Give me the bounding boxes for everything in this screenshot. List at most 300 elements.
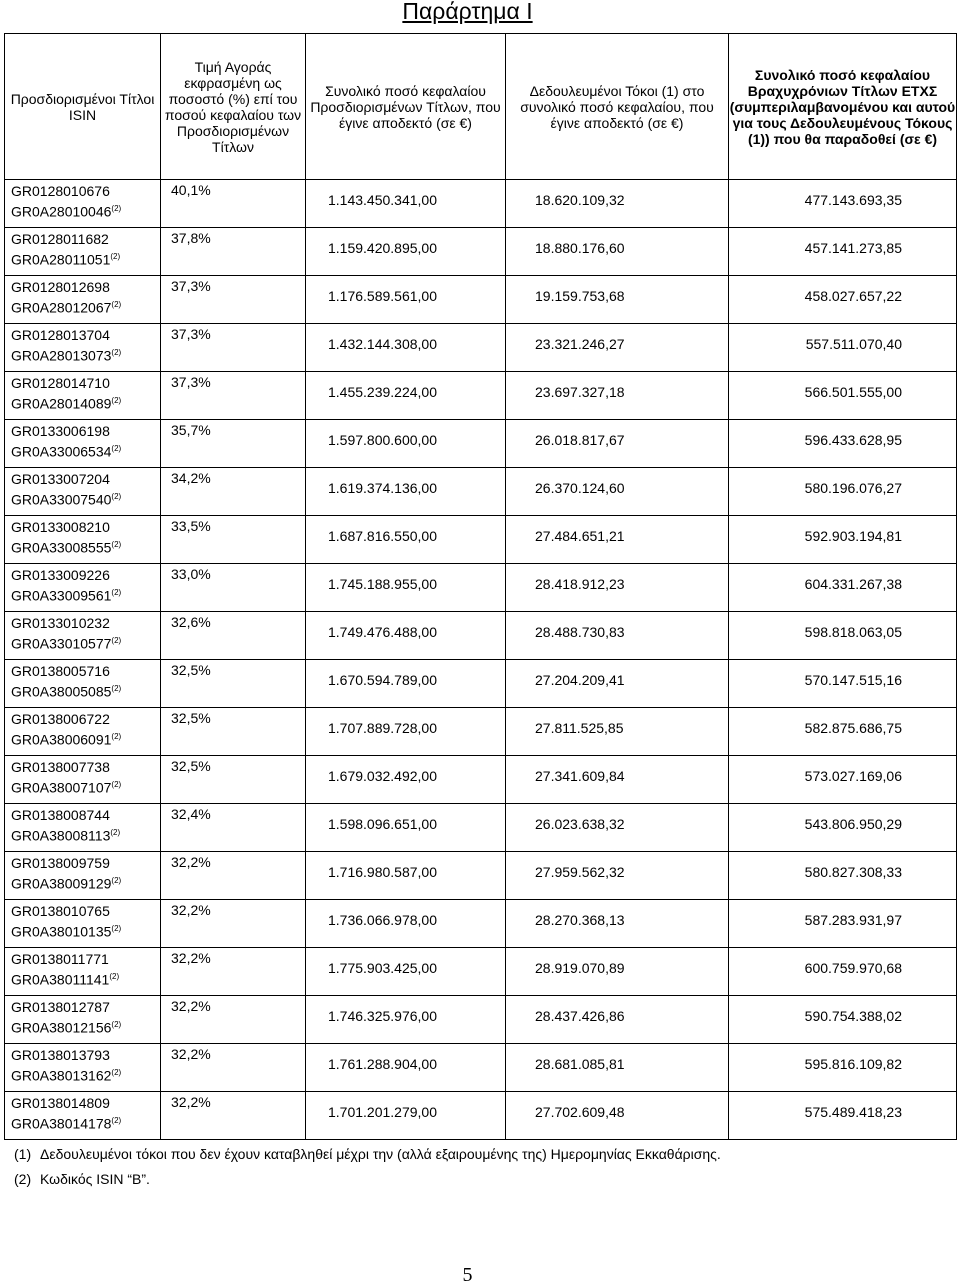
isin-note: (2) xyxy=(111,300,122,309)
price-value: 32,2% xyxy=(171,1094,211,1110)
table-row xyxy=(5,324,957,372)
total-cell xyxy=(729,660,957,708)
isin-b xyxy=(11,296,160,317)
price-value: 40,1% xyxy=(171,182,211,198)
interest-cell xyxy=(506,708,729,756)
price-value: 32,2% xyxy=(171,950,211,966)
page-title: Παράρτημα Ι xyxy=(402,0,533,24)
isin-b xyxy=(11,392,160,413)
interest-cell xyxy=(506,372,729,420)
interest-cell xyxy=(506,420,729,468)
interest-cell xyxy=(506,1092,729,1140)
isin-b xyxy=(11,776,160,797)
price-value: 32,2% xyxy=(171,1046,211,1062)
interest-value: 23.321.246,27 xyxy=(535,336,625,352)
interest-value: 18.880.176,60 xyxy=(535,240,625,256)
interest-value: 28.681.085,81 xyxy=(535,1056,625,1072)
price-cell xyxy=(161,420,306,468)
principal-cell xyxy=(306,756,506,804)
principal-value: 1.597.800.600,00 xyxy=(328,432,437,448)
interest-cell xyxy=(506,948,729,996)
total-value: 543.806.950,29 xyxy=(804,816,902,832)
isin-note: (2) xyxy=(111,876,122,885)
table-row xyxy=(5,468,957,516)
isin-cell xyxy=(5,948,161,996)
price-cell xyxy=(161,1092,306,1140)
table-row xyxy=(5,180,957,228)
table-row xyxy=(5,564,957,612)
price-value: 32,4% xyxy=(171,806,211,822)
total-value: 595.816.109,82 xyxy=(804,1056,902,1072)
header-isin-label: Προσδιορισμένοι Τίτλοι ISIN xyxy=(10,90,155,123)
isin-note: (2) xyxy=(111,492,122,501)
isin-b xyxy=(11,536,160,557)
price-cell xyxy=(161,276,306,324)
table-row xyxy=(5,276,957,324)
header-total-label: Συνολικό ποσό κεφαλαίου Βραχυχρόνιων Τίτλων ΕΤΧΣ (συμπεριλαμβανομένου και αυτού για τους Δεδουλευμένους Τόκους (1)) που θα παραδοθεί (σε €) xyxy=(729,66,956,147)
isin-cell xyxy=(5,420,161,468)
price-cell xyxy=(161,900,306,948)
isin-cell xyxy=(5,996,161,1044)
isin-cell xyxy=(5,900,161,948)
isin-secondary: GR0A38005085 xyxy=(11,683,112,700)
total-cell xyxy=(729,420,957,468)
total-value: 570.147.515,16 xyxy=(804,672,902,688)
isin-secondary: GR0A33006534 xyxy=(11,443,112,460)
principal-cell xyxy=(306,660,506,708)
total-cell xyxy=(729,852,957,900)
price-cell xyxy=(161,996,306,1044)
total-value: 587.283.931,97 xyxy=(804,912,902,928)
total-value: 582.875.686,75 xyxy=(804,720,902,736)
table-row xyxy=(5,948,957,996)
principal-value: 1.749.476.488,00 xyxy=(328,624,437,640)
interest-value: 18.620.109,32 xyxy=(535,192,625,208)
price-cell xyxy=(161,372,306,420)
isin-b xyxy=(11,488,160,509)
footnotes xyxy=(14,1142,721,1192)
isin-primary: GR0138014809 xyxy=(11,1095,110,1111)
isin-b xyxy=(11,1016,160,1037)
isin-secondary: GR0A38014178 xyxy=(11,1115,112,1132)
isin-secondary: GR0A38013162 xyxy=(11,1067,112,1084)
isin-secondary: GR0A38006091 xyxy=(11,731,112,748)
footnote-1-text: Δεδουλευμένοι τόκοι που δεν έχουν καταβληθεί μέχρι την (αλλά εξαιρουμένης της) Ημερομηνίας Εκκαθάρισης. xyxy=(40,1146,721,1162)
principal-cell xyxy=(306,276,506,324)
interest-cell xyxy=(506,564,729,612)
price-cell xyxy=(161,756,306,804)
price-cell xyxy=(161,612,306,660)
principal-cell xyxy=(306,852,506,900)
price-cell xyxy=(161,804,306,852)
price-cell xyxy=(161,660,306,708)
isin-primary: GR0138005716 xyxy=(11,663,110,679)
principal-value: 1.745.188.955,00 xyxy=(328,576,437,592)
price-value: 32,2% xyxy=(171,902,211,918)
isin-cell xyxy=(5,228,161,276)
principal-value: 1.716.980.587,00 xyxy=(328,864,437,880)
total-value: 557.511.070,40 xyxy=(805,336,902,352)
interest-cell xyxy=(506,276,729,324)
isin-b xyxy=(11,200,160,221)
isin-primary: GR0133006198 xyxy=(11,423,110,439)
total-cell xyxy=(729,612,957,660)
total-cell xyxy=(729,948,957,996)
price-cell xyxy=(161,324,306,372)
isin-primary: GR0138010765 xyxy=(11,903,110,919)
price-value: 37,3% xyxy=(171,374,211,390)
principal-value: 1.761.288.904,00 xyxy=(328,1056,437,1072)
interest-value: 28.270.368,13 xyxy=(535,912,625,928)
isin-primary: GR0128011682 xyxy=(11,231,109,247)
table-row xyxy=(5,708,957,756)
isin-secondary: GR0A33009561 xyxy=(11,587,112,604)
isin-b xyxy=(11,584,160,605)
isin-b xyxy=(11,968,160,989)
isin-note: (2) xyxy=(111,1068,122,1077)
isin-primary: GR0133008210 xyxy=(11,519,110,535)
principal-value: 1.143.450.341,00 xyxy=(328,192,437,208)
total-value: 566.501.555,00 xyxy=(804,384,902,400)
isin-secondary: GR0A33007540 xyxy=(11,491,112,508)
isin-b xyxy=(11,824,160,845)
interest-value: 26.023.638,32 xyxy=(535,816,625,832)
total-cell xyxy=(729,1092,957,1140)
price-value: 32,6% xyxy=(171,614,211,630)
isin-cell xyxy=(5,804,161,852)
isin-secondary: GR0A38007107 xyxy=(11,779,112,796)
isin-note: (2) xyxy=(111,396,122,405)
table-row xyxy=(5,852,957,900)
table-header-row xyxy=(5,34,957,180)
total-value: 580.827.308,33 xyxy=(804,864,902,880)
page-number: 5 xyxy=(462,1264,473,1286)
isin-b xyxy=(11,680,160,701)
interest-cell xyxy=(506,1044,729,1092)
header-principal xyxy=(306,34,506,180)
principal-cell xyxy=(306,708,506,756)
isin-primary: GR0138012787 xyxy=(11,999,110,1015)
price-cell xyxy=(161,852,306,900)
principal-value: 1.432.144.308,00 xyxy=(328,336,437,352)
principal-value: 1.159.420.895,00 xyxy=(328,240,437,256)
principal-value: 1.746.325.976,00 xyxy=(328,1008,437,1024)
isin-secondary: GR0A28012067 xyxy=(11,299,112,316)
footnote-1-num: (1) xyxy=(14,1146,32,1162)
price-cell xyxy=(161,516,306,564)
price-cell xyxy=(161,180,306,228)
price-cell xyxy=(161,468,306,516)
isin-primary: GR0138011771 xyxy=(11,951,109,967)
principal-cell xyxy=(306,948,506,996)
isin-note: (2) xyxy=(111,444,122,453)
footnote-2-text: Κωδικός ISIN “B”. xyxy=(40,1171,150,1187)
isin-cell xyxy=(5,564,161,612)
total-cell xyxy=(729,372,957,420)
total-cell xyxy=(729,276,957,324)
isin-note: (2) xyxy=(111,588,122,597)
principal-value: 1.176.589.561,00 xyxy=(328,288,437,304)
interest-cell xyxy=(506,180,729,228)
isin-primary: GR0138007738 xyxy=(11,759,110,775)
isin-cell xyxy=(5,612,161,660)
table-row xyxy=(5,660,957,708)
isin-cell xyxy=(5,756,161,804)
total-value: 596.433.628,95 xyxy=(804,432,902,448)
total-value: 600.759.970,68 xyxy=(804,960,902,976)
interest-value: 26.370.124,60 xyxy=(535,480,625,496)
table-row xyxy=(5,516,957,564)
footnote-2 xyxy=(14,1167,721,1192)
isin-note: (2) xyxy=(111,348,122,357)
total-cell xyxy=(729,804,957,852)
principal-cell xyxy=(306,996,506,1044)
total-cell xyxy=(729,180,957,228)
isin-secondary: GR0A28010046 xyxy=(11,203,112,220)
price-cell xyxy=(161,708,306,756)
principal-value: 1.687.816.550,00 xyxy=(328,528,437,544)
table-row xyxy=(5,372,957,420)
interest-value: 27.341.609,84 xyxy=(535,768,625,784)
isin-b xyxy=(11,920,160,941)
interest-cell xyxy=(506,852,729,900)
isin-secondary: GR0A38010135 xyxy=(11,923,112,940)
isin-secondary: GR0A28011051 xyxy=(11,251,111,268)
interest-cell xyxy=(506,660,729,708)
principal-value: 1.598.096.651,00 xyxy=(328,816,437,832)
isin-b xyxy=(11,728,160,749)
principal-cell xyxy=(306,468,506,516)
price-cell xyxy=(161,228,306,276)
principal-cell xyxy=(306,1092,506,1140)
principal-cell xyxy=(306,324,506,372)
header-price-label: Τιμή Αγοράς εκφρασμένη ως ποσοστό (%) επί του ποσού κεφαλαίου των Προσδιορισμένων Τίτλων xyxy=(164,58,302,155)
principal-cell xyxy=(306,804,506,852)
total-value: 592.903.194,81 xyxy=(804,528,902,544)
isin-secondary: GR0A28014089 xyxy=(11,395,112,412)
header-interest xyxy=(506,34,729,180)
isin-secondary: GR0A28013073 xyxy=(11,347,112,364)
interest-value: 19.159.753,68 xyxy=(535,288,625,304)
total-cell xyxy=(729,324,957,372)
isin-cell xyxy=(5,468,161,516)
isin-b xyxy=(11,248,160,269)
securities-table xyxy=(4,33,957,1140)
principal-cell xyxy=(306,180,506,228)
interest-cell xyxy=(506,756,729,804)
table-row xyxy=(5,228,957,276)
total-cell xyxy=(729,708,957,756)
isin-cell xyxy=(5,276,161,324)
interest-value: 27.959.562,32 xyxy=(535,864,625,880)
interest-cell xyxy=(506,468,729,516)
isin-note: (2) xyxy=(110,252,121,261)
header-interest-label: Δεδουλευμένοι Τόκοι (1) στο συνολικό ποσό κεφαλαίου, που έγινε αποδεκτό (σε €) xyxy=(520,82,714,131)
principal-value: 1.679.032.492,00 xyxy=(328,768,437,784)
isin-note: (2) xyxy=(110,828,121,837)
principal-cell xyxy=(306,228,506,276)
total-value: 590.754.388,02 xyxy=(804,1008,902,1024)
interest-value: 28.418.912,23 xyxy=(535,576,625,592)
table-body xyxy=(5,180,957,1140)
isin-cell xyxy=(5,660,161,708)
price-value: 33,5% xyxy=(171,518,211,534)
isin-note: (2) xyxy=(111,636,122,645)
total-cell xyxy=(729,996,957,1044)
isin-primary: GR0128014710 xyxy=(11,375,110,391)
isin-primary: GR0133007204 xyxy=(11,471,110,487)
principal-cell xyxy=(306,564,506,612)
isin-primary: GR0138009759 xyxy=(11,855,110,871)
isin-cell xyxy=(5,372,161,420)
interest-cell xyxy=(506,516,729,564)
isin-secondary: GR0A38012156 xyxy=(11,1019,112,1036)
isin-secondary: GR0A33010577 xyxy=(11,635,112,652)
principal-value: 1.707.889.728,00 xyxy=(328,720,437,736)
interest-value: 28.437.426,86 xyxy=(535,1008,625,1024)
principal-cell xyxy=(306,1044,506,1092)
isin-secondary: GR0A38009129 xyxy=(11,875,112,892)
table-row xyxy=(5,612,957,660)
isin-note: (2) xyxy=(109,972,120,981)
interest-cell xyxy=(506,900,729,948)
table-row xyxy=(5,900,957,948)
price-value: 32,2% xyxy=(171,998,211,1014)
table-row xyxy=(5,996,957,1044)
isin-cell xyxy=(5,708,161,756)
isin-note: (2) xyxy=(111,204,122,213)
total-value: 598.818.063,05 xyxy=(804,624,902,640)
footnote-1 xyxy=(14,1142,721,1167)
isin-primary: GR0133009226 xyxy=(11,567,110,583)
header-price xyxy=(161,34,306,180)
isin-cell xyxy=(5,852,161,900)
table-row xyxy=(5,1044,957,1092)
isin-cell xyxy=(5,516,161,564)
principal-value: 1.670.594.789,00 xyxy=(328,672,437,688)
isin-primary: GR0138008744 xyxy=(11,807,110,823)
isin-b xyxy=(11,344,160,365)
isin-b xyxy=(11,440,160,461)
table-row xyxy=(5,420,957,468)
interest-cell xyxy=(506,324,729,372)
isin-cell xyxy=(5,1092,161,1140)
isin-note: (2) xyxy=(111,780,122,789)
price-cell xyxy=(161,948,306,996)
header-total xyxy=(729,34,957,180)
price-cell xyxy=(161,1044,306,1092)
interest-value: 28.488.730,83 xyxy=(535,624,625,640)
isin-note: (2) xyxy=(111,1116,122,1125)
principal-cell xyxy=(306,420,506,468)
isin-cell xyxy=(5,324,161,372)
isin-secondary: GR0A38008113 xyxy=(11,827,111,844)
isin-primary: GR0128013704 xyxy=(11,327,110,343)
isin-note: (2) xyxy=(111,924,122,933)
price-value: 32,5% xyxy=(171,662,211,678)
isin-b xyxy=(11,632,160,653)
footnote-2-num: (2) xyxy=(14,1171,32,1187)
isin-note: (2) xyxy=(111,732,122,741)
total-value: 458.027.657,22 xyxy=(804,288,902,304)
price-value: 37,3% xyxy=(171,278,211,294)
interest-value: 27.811.525,85 xyxy=(535,720,624,736)
table-row xyxy=(5,756,957,804)
price-value: 32,5% xyxy=(171,758,211,774)
total-cell xyxy=(729,1044,957,1092)
principal-value: 1.736.066.978,00 xyxy=(328,912,437,928)
principal-cell xyxy=(306,900,506,948)
isin-cell xyxy=(5,180,161,228)
isin-b xyxy=(11,1064,160,1085)
principal-value: 1.775.903.425,00 xyxy=(328,960,437,976)
table-row xyxy=(5,804,957,852)
total-value: 580.196.076,27 xyxy=(804,480,902,496)
interest-value: 27.702.609,48 xyxy=(535,1104,625,1120)
isin-primary: GR0138013793 xyxy=(11,1047,110,1063)
price-value: 34,2% xyxy=(171,470,211,486)
price-value: 32,2% xyxy=(171,854,211,870)
interest-value: 26.018.817,67 xyxy=(535,432,625,448)
total-value: 575.489.418,23 xyxy=(804,1104,902,1120)
price-cell xyxy=(161,564,306,612)
principal-cell xyxy=(306,612,506,660)
isin-secondary: GR0A33008555 xyxy=(11,539,112,556)
price-value: 33,0% xyxy=(171,566,211,582)
isin-note: (2) xyxy=(111,1020,122,1029)
total-value: 457.141.273,85 xyxy=(804,240,902,256)
isin-note: (2) xyxy=(111,684,122,693)
total-value: 477.143.693,35 xyxy=(804,192,902,208)
header-isin xyxy=(5,34,161,180)
interest-value: 27.204.209,41 xyxy=(535,672,625,688)
isin-primary: GR0138006722 xyxy=(11,711,110,727)
isin-b xyxy=(11,1112,160,1133)
price-value: 37,8% xyxy=(171,230,211,246)
interest-value: 27.484.651,21 xyxy=(535,528,625,544)
header-principal-label: Συνολικό ποσό κεφαλαίου Προσδιορισμένων Τίτλων, που έγινε αποδεκτό (σε €) xyxy=(310,82,501,131)
interest-cell xyxy=(506,996,729,1044)
principal-value: 1.455.239.224,00 xyxy=(328,384,437,400)
total-cell xyxy=(729,900,957,948)
isin-primary: GR0133010232 xyxy=(11,615,110,631)
interest-cell xyxy=(506,612,729,660)
total-value: 573.027.169,06 xyxy=(804,768,902,784)
interest-cell xyxy=(506,228,729,276)
total-value: 604.331.267,38 xyxy=(804,576,902,592)
isin-secondary: GR0A38011141 xyxy=(11,971,110,988)
total-cell xyxy=(729,564,957,612)
principal-value: 1.701.201.279,00 xyxy=(328,1104,437,1120)
interest-value: 23.697.327,18 xyxy=(535,384,625,400)
interest-value: 28.919.070,89 xyxy=(535,960,625,976)
isin-primary: GR0128012698 xyxy=(11,279,110,295)
isin-primary: GR0128010676 xyxy=(11,183,110,199)
principal-value: 1.619.374.136,00 xyxy=(328,480,437,496)
price-value: 37,3% xyxy=(171,326,211,342)
price-value: 35,7% xyxy=(171,422,211,438)
table-row xyxy=(5,1092,957,1140)
interest-cell xyxy=(506,804,729,852)
isin-b xyxy=(11,872,160,893)
isin-cell xyxy=(5,1044,161,1092)
total-cell xyxy=(729,468,957,516)
isin-note: (2) xyxy=(111,540,122,549)
total-cell xyxy=(729,516,957,564)
principal-cell xyxy=(306,516,506,564)
total-cell xyxy=(729,228,957,276)
price-value: 32,5% xyxy=(171,710,211,726)
